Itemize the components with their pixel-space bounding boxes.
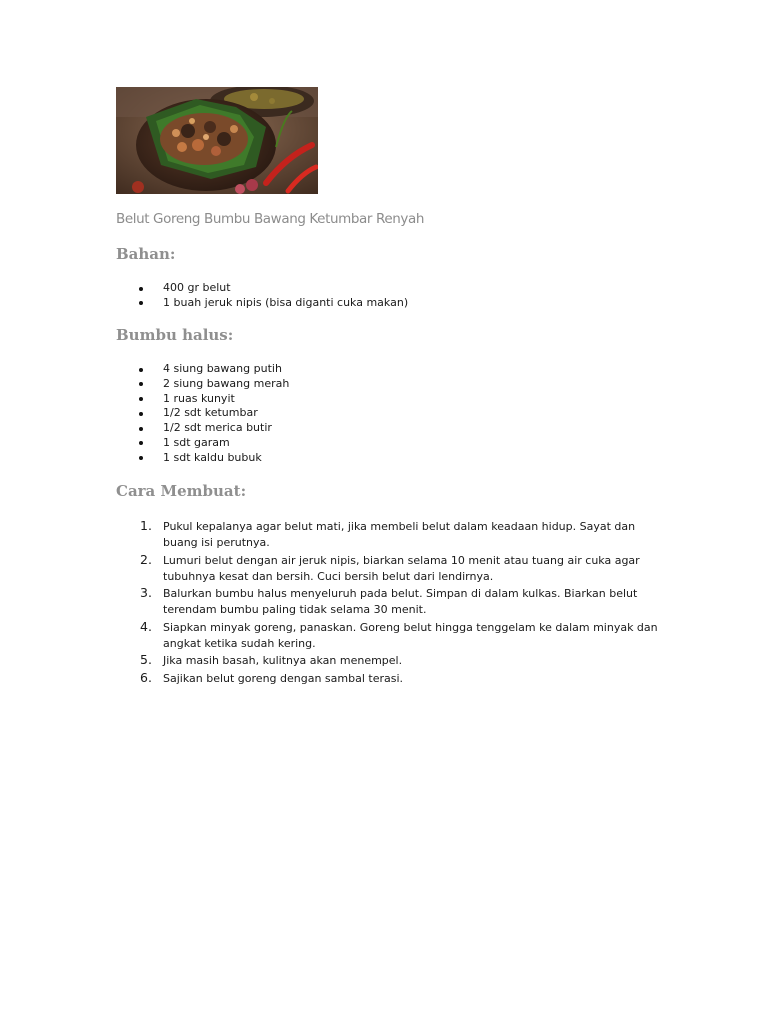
bullet-icon [139,441,143,445]
list-item: 1 sdt kaldu bubuk [138,451,289,466]
step-text: Siapkan minyak goreng, panaskan. Goreng belut hingga tenggelam ke dalam minyak dan angkat ketika sudah kering. [163,620,658,650]
list-item: 1/2 sdt ketumbar [138,406,289,421]
heading-bahan: Bahan: [116,245,176,263]
list-item: 2 siung bawang merah [138,377,289,392]
step-number: 2. [140,551,152,567]
bullet-icon [139,427,143,431]
bahan-list [138,281,408,311]
step-item [138,620,658,652]
step-item [138,519,658,551]
step-text: Jika masih basah, kulitnya akan menempel. [163,654,403,667]
bullet-icon [139,368,143,372]
step-item [138,553,658,585]
step-number: 1. [140,518,152,533]
step-number: 3. [140,585,152,600]
list-item: 1/2 sdt merica butir [138,421,289,436]
steps-list [138,519,658,688]
heading-bumbu-halus: Bumbu halus: [116,326,234,344]
step-text: Lumuri belut dengan air jeruk nipis, biarkan selama 10 menit atau tuang air cuka agar tubuhnya kesat dan bersih. Cuci bersih belut dari lendirnya. [163,553,640,583]
step-number: 6. [140,669,152,685]
list-item: 1 ruas kunyit [138,392,289,407]
heading-cara-membuat: Cara Membuat: [116,482,247,500]
recipe-photo [116,87,318,194]
step-number: 4. [140,618,152,634]
recipe-title: Belut Goreng Bumbu Bawang Ketumbar Renyah [116,211,425,227]
list-item: 400 gr belut [138,281,408,296]
list-item: 1 buah jeruk nipis (bisa diganti cuka makan) [138,296,408,311]
bullet-icon [139,382,143,386]
step-text: Pukul kepalanya agar belut mati, jika membeli belut dalam keadaan hidup. Sayat dan buang isi perutnya. [163,520,636,549]
list-item: 1 sdt garam [138,436,289,451]
step-text: Sajikan belut goreng dengan sambal terasi. [163,671,404,685]
bullet-icon [139,397,143,401]
step-text: Balurkan bumbu halus menyeluruh pada belut. Simpan di dalam kulkas. Biarkan belut terendam bumbu paling tidak selama 30 menit. [163,587,638,616]
step-item [138,653,658,669]
step-number: 5. [140,652,152,667]
bullet-icon [139,412,143,416]
list-item: 4 siung bawang putih [138,362,289,377]
bullet-icon [139,301,143,305]
bullet-icon [139,456,143,460]
bullet-icon [139,287,143,291]
step-item [138,586,658,618]
bumbu-list [138,362,289,466]
step-item [138,671,658,687]
